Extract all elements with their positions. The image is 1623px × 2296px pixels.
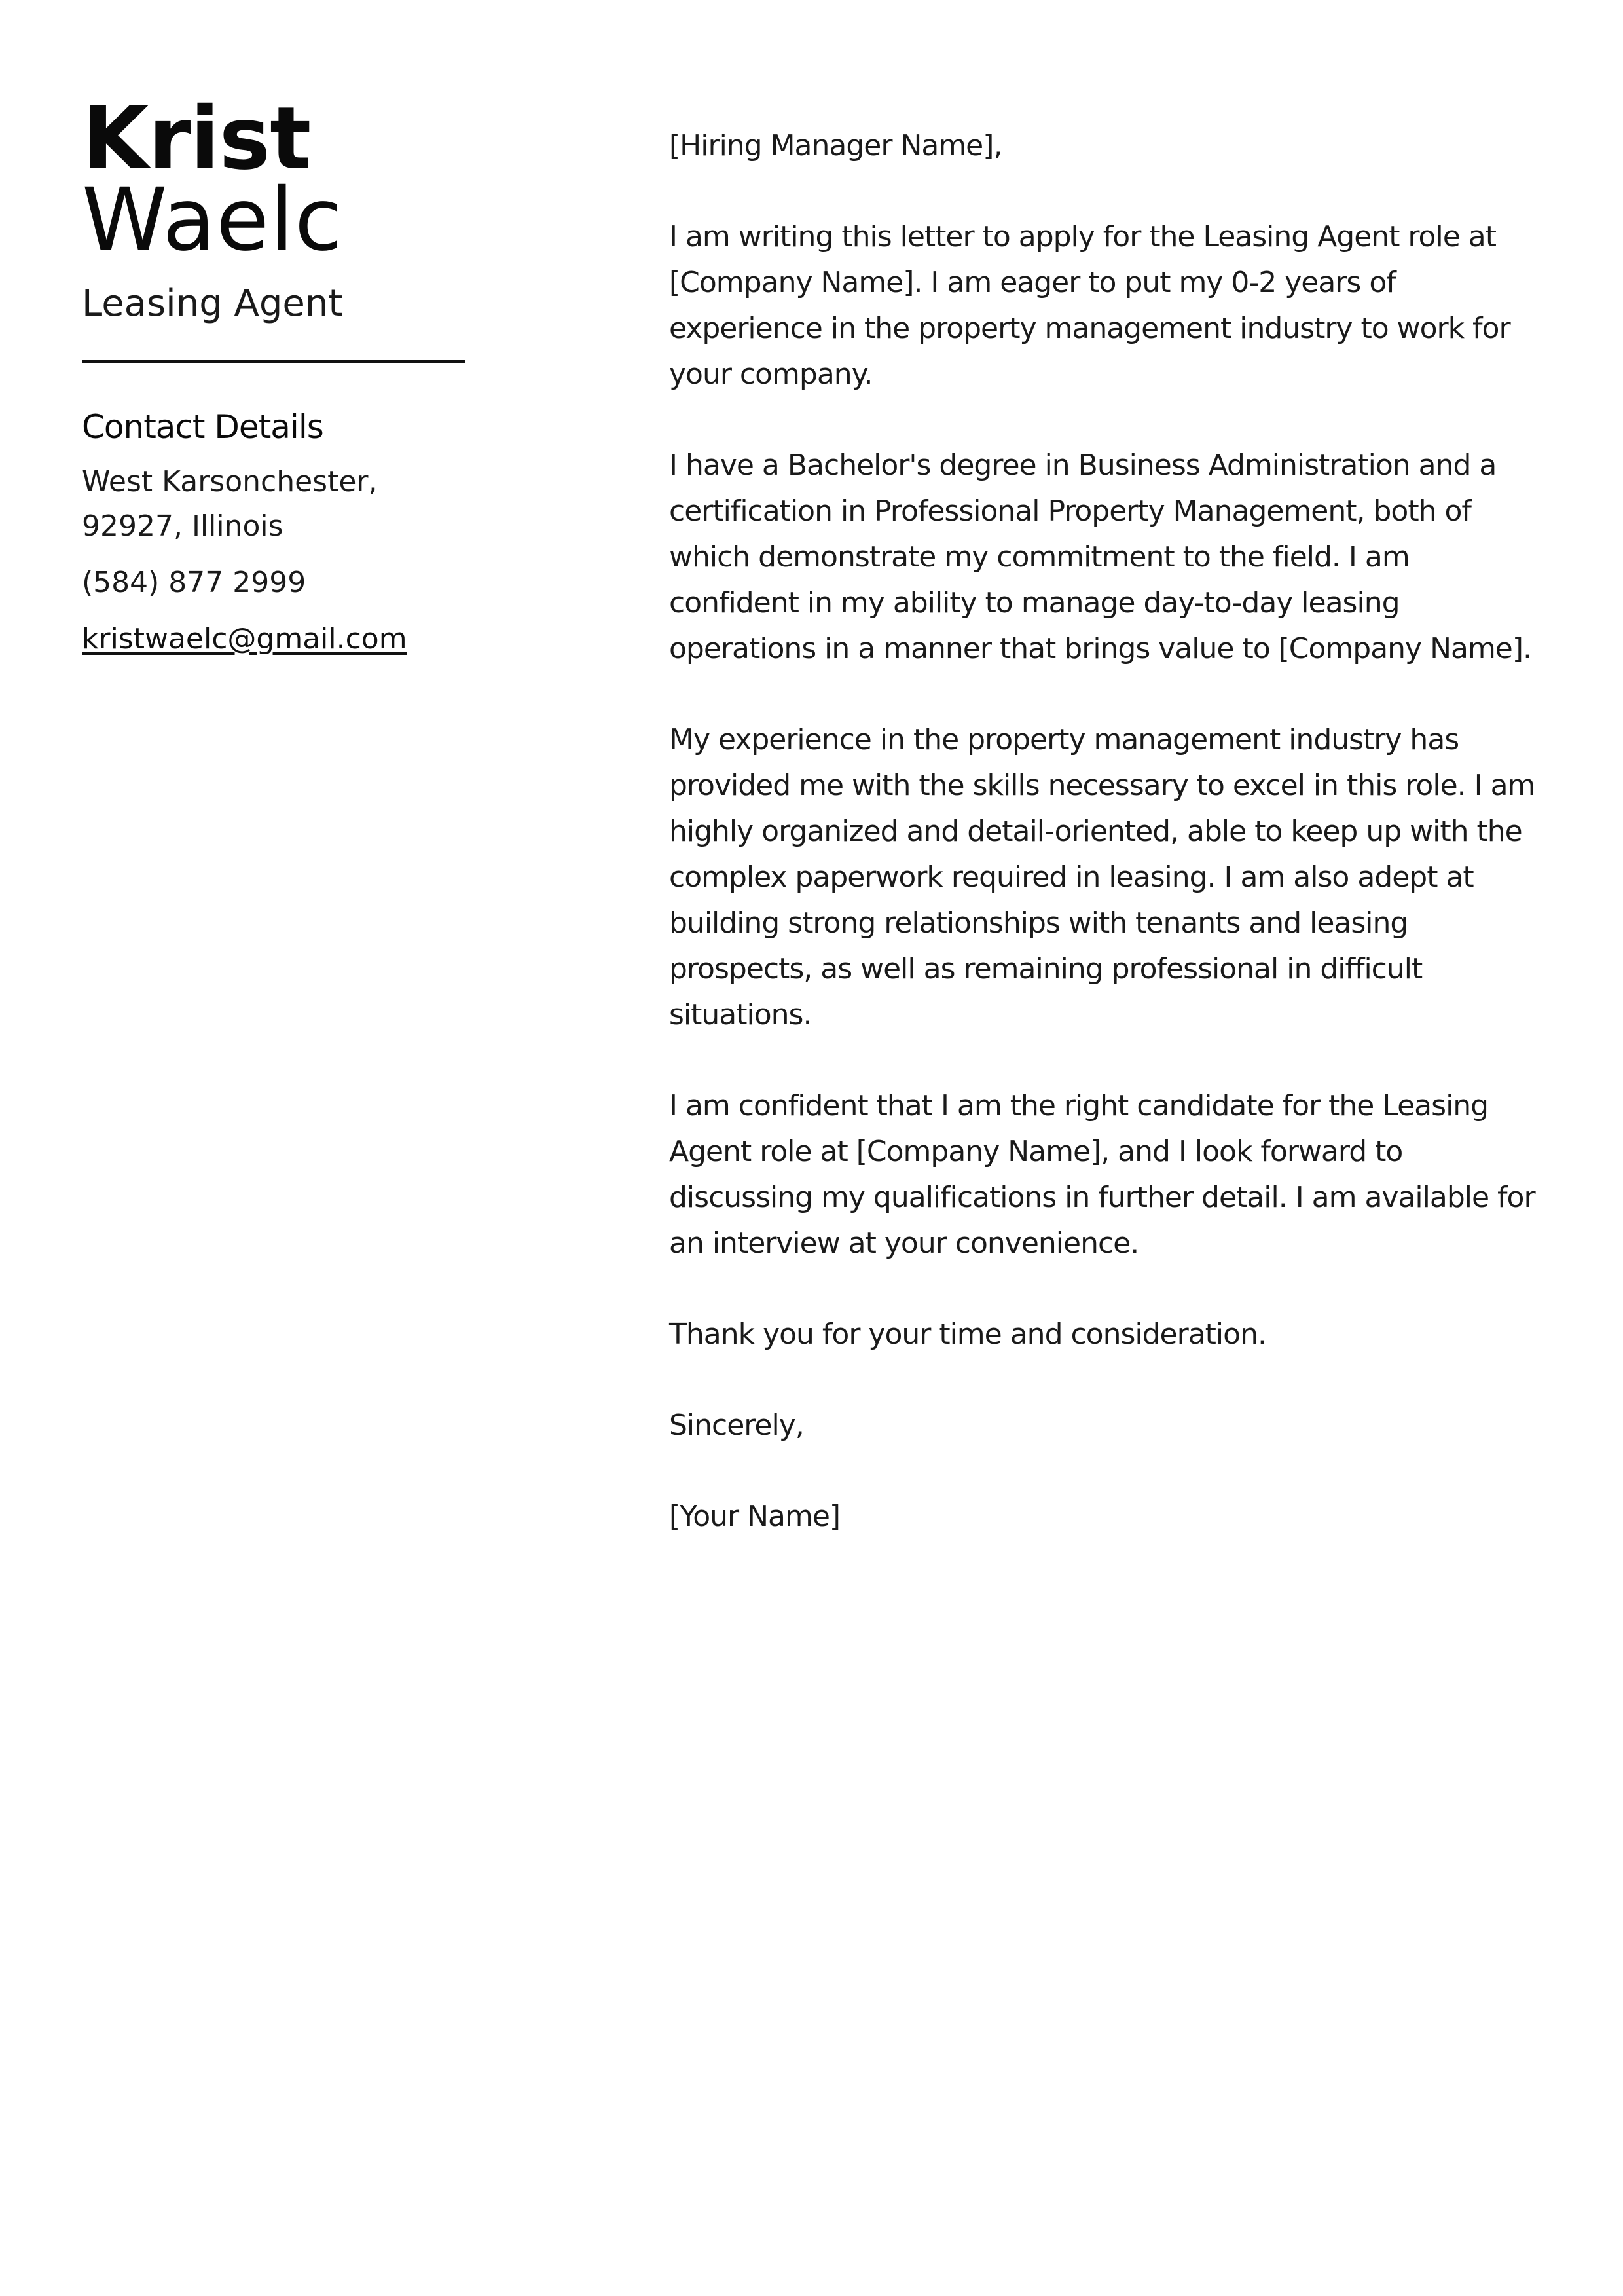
contact-list [82, 460, 475, 661]
applicant-name [82, 88, 475, 270]
salutation: [Hiring Manager Name], [669, 129, 1002, 162]
contact-address: West Karsonchester, 92927, Illinois [82, 465, 378, 543]
letter-paragraph: I am writing this letter to apply for the Leasing Agent role at [Company Name]. I am eager to put my 0-2 years of experience in the property management industry to work for your company. [669, 220, 1510, 391]
letter-paragraph: I have a Bachelor's degree in Business Administration and a certification in Professional Property Management, both of which demonstrate my commitment to the field. I am confident in my ability to manage day-to-day leasing operations in a manner that brings value to [Company Name]. [669, 449, 1532, 665]
signature: [Your Name] [669, 1500, 841, 1533]
sidebar [82, 88, 475, 673]
last-name: Waelc [82, 170, 343, 270]
job-title: Leasing Agent [82, 282, 343, 325]
letter-paragraph: Thank you for your time and consideration. [669, 1318, 1266, 1351]
contact-heading: Contact Details [82, 408, 323, 446]
letter-paragraph: My experience in the property management industry has provided me with the skills necessary to excel in this role. I am highly organized and detail-oriented, able to keep up with the complex paperwork required in leasing. I am also adept at building strong relationships with tenants and leasing prospects, as well as remaining professional in difficult situations. [669, 723, 1535, 1031]
contact-email-link[interactable]: kristwaelc@gmail.com [82, 622, 407, 656]
divider [82, 360, 465, 363]
first-name: Krist [82, 88, 311, 189]
letter-body [669, 123, 1546, 1585]
contact-phone: (584) 877 2999 [82, 566, 306, 599]
closing: Sincerely, [669, 1409, 804, 1442]
letter-paragraph: I am confident that I am the right candidate for the Leasing Agent role at [Company Name], and I look forward to discussing my qualifications in further detail. I am available for an interview at your convenience. [669, 1089, 1535, 1260]
